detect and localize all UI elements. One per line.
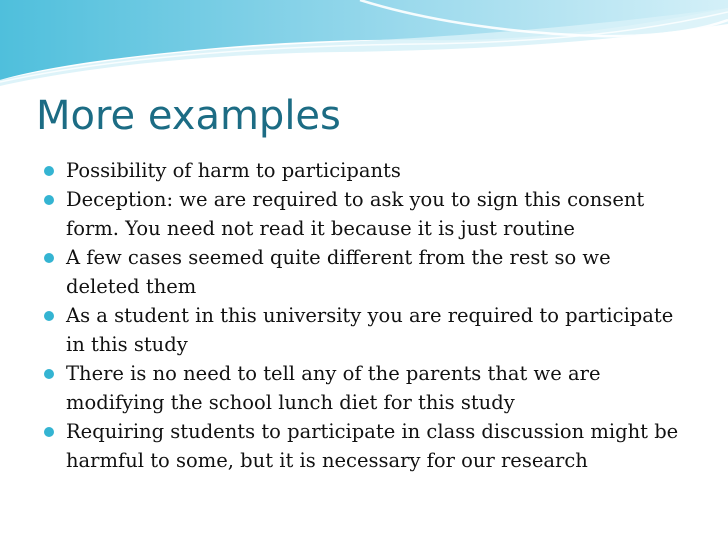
bullet-item xyxy=(44,359,684,417)
bullet-item xyxy=(44,185,684,243)
bullet-list xyxy=(44,156,684,475)
bullet-text: As a student in this university you are required to participate in this study xyxy=(66,304,674,356)
bullet-dot-icon xyxy=(44,166,54,176)
bullet-dot-icon xyxy=(44,369,54,379)
bullet-item xyxy=(44,243,684,301)
bullet-text: Deception: we are required to ask you to sign this consent form. You need not read it because it is just routine xyxy=(66,188,645,240)
bullet-item xyxy=(44,156,684,185)
bullet-dot-icon xyxy=(44,195,54,205)
bullet-text: A few cases seemed quite different from the rest so we deleted them xyxy=(66,246,611,298)
bullet-dot-icon xyxy=(44,253,54,263)
slide-title: More examples xyxy=(36,93,341,139)
bullet-dot-icon xyxy=(44,427,54,437)
bullet-dot-icon xyxy=(44,311,54,321)
bullet-text: There is no need to tell any of the parents that we are modifying the school lunch diet for this study xyxy=(66,362,601,414)
bullet-text: Requiring students to participate in class discussion might be harmful to some, but it is necessary for our research xyxy=(66,420,679,472)
bullet-text: Possibility of harm to participants xyxy=(66,159,401,182)
bullet-item xyxy=(44,417,684,475)
bullet-item xyxy=(44,301,684,359)
header-wave-decoration xyxy=(0,0,728,90)
